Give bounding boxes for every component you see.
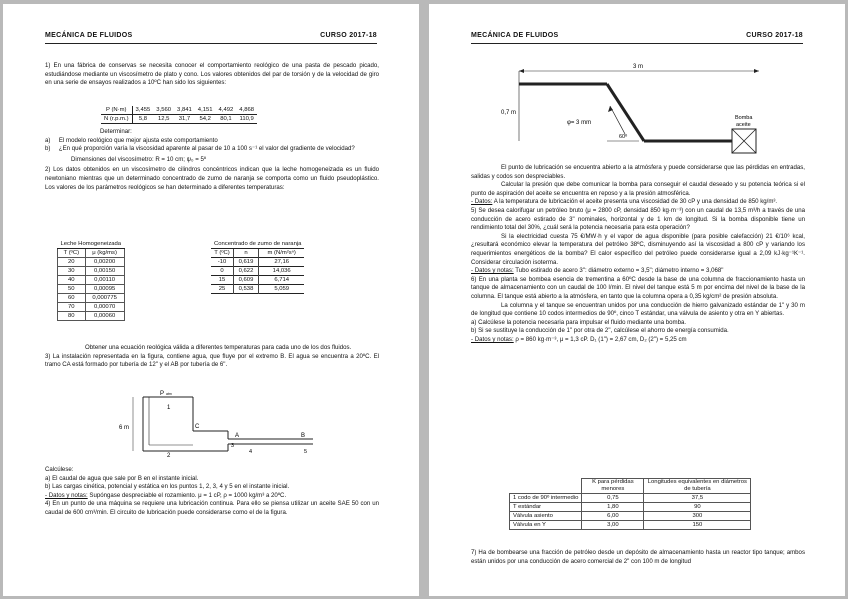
- table-cell: 6,714: [274, 277, 290, 283]
- pipe-incline: [607, 84, 644, 141]
- point-2-label: 2: [167, 453, 171, 459]
- table-row: [510, 494, 751, 503]
- table-cell: 3,00: [582, 521, 644, 530]
- question-b: [45, 145, 379, 154]
- table-row: [58, 258, 125, 267]
- table-cell: -10: [211, 258, 234, 267]
- angle-label: 60º: [619, 134, 628, 140]
- row-header-n: N (r.p.m.): [101, 115, 132, 124]
- table-cell: 31,7: [178, 116, 191, 122]
- table-row: [58, 267, 125, 276]
- table-cell: 60: [58, 294, 86, 303]
- table-cell: 54,2: [199, 116, 211, 122]
- table-cell: 0,00110: [85, 276, 124, 285]
- table-cell: 5,8: [138, 116, 148, 122]
- arrow-left: [519, 69, 524, 73]
- label-p: P: [160, 391, 165, 397]
- table-cell: 25: [211, 285, 234, 294]
- problem-1: [45, 62, 379, 88]
- pump-label: Bomba: [735, 115, 753, 121]
- table-cell: 14,036: [272, 268, 291, 274]
- point-c-label: C: [195, 424, 200, 430]
- orange-juice-table: [211, 240, 304, 294]
- calc-label: Calcúlese:: [45, 466, 74, 473]
- column-header: K para pérdidas menores: [582, 479, 644, 494]
- question-b-letter: b): [45, 145, 51, 153]
- table-row: [58, 294, 125, 303]
- point-4-label: 4: [249, 449, 253, 455]
- page-right: [429, 4, 845, 596]
- problem-6-question-a: a) Calcúlese la potencia necesaria para impulsar el fluido mediante una bomba.: [471, 318, 687, 326]
- table-cell: 0,00060: [85, 312, 124, 321]
- problem-5-text: 5) Se desea calorifugar un petróleo bruto (μ = 2800 cP, densidad 850 kg·m⁻³) con un caudal de 13,5 m³/h a través de una conducción de acero estirado de 3" nominales, horizontal y de 1 km de longitud. Si la bomba disponible tiene un rendimiento total del 30%, ¿cuál será la potencia necesaria para esta operación?: [471, 206, 805, 232]
- column-header: Longitudes equivalentes en diámetros de tubería: [644, 479, 751, 494]
- table-cell: 0,000775: [85, 294, 124, 303]
- data-label: - Datos y notas:: [471, 267, 514, 275]
- empty-header-cell: [510, 479, 582, 494]
- column-header: μ (kg/ms): [85, 249, 124, 258]
- table-row: [58, 285, 125, 294]
- table-cell: 0,00070: [85, 303, 124, 312]
- row-header-p: P (N·m): [101, 106, 132, 115]
- table-cell: 3,455: [135, 107, 151, 113]
- problem-2-text: 2) Los datos obtenidos en un viscosímetro de cilindros concéntricos indican que la leche homogeneizada es un fluido newtoniano mientras que un determinado concentrado de zumo de naranja se comporta como un fluido pseudoplástico. Los valores de los parámetros reológicos se han determinado a diferentes temperaturas:: [45, 166, 379, 191]
- table-cell: 80,1: [220, 116, 232, 122]
- table-cell: 0,538: [234, 285, 259, 294]
- viscometer-dimensions: Dimensiones del viscosímetro: R = 10 cm; ψ₀ = 5º: [71, 155, 207, 163]
- table-row: [58, 240, 125, 249]
- table-cell: 1 codo de 90º intermedio: [510, 494, 582, 503]
- calc-a: a) El caudal de agua que sale por B en el instante inicial.: [45, 474, 199, 482]
- header-rule: [45, 43, 377, 44]
- table-cell: 6,00: [582, 512, 644, 521]
- determinar-label: Determinar:: [100, 128, 132, 135]
- table-row: [58, 249, 125, 258]
- problem-6-data: [471, 336, 805, 345]
- point-1-label: 1: [167, 405, 171, 411]
- table-cell: 50: [58, 285, 86, 294]
- problem-5-data: [471, 267, 805, 276]
- table-cell: 0,609: [234, 276, 259, 285]
- problem-1-questions: [45, 128, 379, 192]
- header-course: CURSO 2017-18: [320, 32, 377, 39]
- table-cell: 0,75: [582, 494, 644, 503]
- problem-7-text: 7) Ha de bombearse una fracción de petróleo desde un depósito de almacenamiento hasta un reactor tipo tanque; ambos están unidos por una conducción de acero comercial de 2" con 100 m de longitud: [471, 549, 805, 565]
- problem-7: [471, 549, 805, 566]
- problem-2b: [45, 344, 379, 370]
- table-cell: 37,5: [644, 494, 751, 503]
- question-a: [45, 137, 379, 146]
- lubrication-figure: [499, 59, 789, 164]
- table-row: [211, 276, 304, 285]
- calc-b: b) Las cargas cinética, potencial y estática en los puntos 1, 2, 3, 4 y 5 en el instante inicial.: [45, 483, 290, 491]
- point-3-label: 3: [231, 443, 235, 449]
- diameter-label: φ= 3 mm: [567, 120, 592, 126]
- table-cell: 150: [644, 521, 751, 530]
- table-cell: 90: [644, 503, 751, 512]
- point-5-label: 5: [304, 449, 308, 455]
- data-text: Tubo estirado de acero 3": diámetro externo = 3,5"; diámetro interno = 3,068": [513, 267, 724, 275]
- problem-6-question-b: b) Si se sustituye la conducción de 1" por otra de 2", calcúlese el ahorro de energía consumida.: [471, 327, 729, 335]
- data-label: - Datos y notas:: [45, 491, 88, 499]
- problem-1-text: 1) En una fábrica de conservas se necesita conocer el comportamiento reológico de una pasta de pescado picado, estudiándose mediante un viscosímetro de plato y cono. Los valores obtenidos del par de torsión y de la velocidad de giro en una serie de ensayos realizados a 10ºC han sido los siguientes:: [45, 62, 379, 87]
- table-cell: 12,5: [157, 116, 170, 122]
- table-row: [58, 303, 125, 312]
- table-cell: 300: [644, 512, 751, 521]
- table-cell: Válvula asiento: [510, 512, 582, 521]
- height-label: 6 m: [119, 425, 130, 431]
- page-left: [3, 4, 419, 596]
- table-cell: 30: [58, 267, 86, 276]
- problem-5b-text: Si la electricidad cuesta 75 €/MW·h y el vapor de agua disponible (para posible calefacción) 21 €/10⁶ kcal, ¿resultará económico elevar la temperatura del petróleo 38ºC, disminuyendo así la viscosidad a 800 cP y variando los requerimientos energéticos de la bomba? El calor específico del petróleo puede considerarse igual a 2,09 kJ·kg⁻¹K⁻¹. Considerar circulación isoterma.: [471, 232, 805, 266]
- table-row: [211, 249, 304, 258]
- label-atm: atm: [166, 392, 172, 396]
- data-label: - Datos y notas:: [471, 335, 514, 343]
- table-row: [211, 267, 304, 276]
- table-cell: 0,00150: [85, 267, 124, 276]
- question-a-letter: a): [45, 136, 51, 144]
- problem-4-continued: [471, 164, 805, 344]
- point-a-label: A: [235, 433, 240, 439]
- table-cell: 0: [211, 267, 234, 276]
- milk-table-title: Leche Homogeneizada: [58, 240, 125, 249]
- table-cell: 40: [58, 276, 86, 285]
- oil-label: aceite: [736, 122, 751, 128]
- problem-4-text-b: Calcular la presión que debe comunicar la bomba para conseguir el caudal deseado y su potencia teórica si el punto de aspiración del aceite se encuentra en reposo y a la presión atmosférica.: [471, 181, 805, 197]
- table-cell: 3,841: [177, 107, 192, 113]
- header-title: MECÁNICA DE FLUIDOS: [471, 32, 559, 39]
- problem-4-data: [471, 198, 805, 207]
- table-row: [101, 106, 257, 115]
- table-cell: 0,00095: [85, 285, 124, 294]
- table-row: [510, 503, 751, 512]
- table-cell: 0,00200: [85, 258, 124, 267]
- table-cell: 70: [58, 303, 86, 312]
- table-cell: 110,9: [239, 116, 254, 122]
- table-row: [211, 258, 304, 267]
- torque-table: [101, 106, 257, 124]
- column-header: T (ºC): [211, 249, 234, 258]
- table-row: [58, 276, 125, 285]
- table-cell: 4,868: [239, 107, 255, 113]
- problem-2b-text: Obtener una ecuación reológica válida a diferentes temperaturas para cada uno de los dos fluidos.: [85, 344, 352, 351]
- header-title: MECÁNICA DE FLUIDOS: [45, 32, 133, 39]
- table-cell: 0,619: [234, 258, 259, 267]
- question-b-text: ¿En qué proporción varía la viscosidad aparente al pasar de 10 a 100 s⁻¹ el valor del gradiente de velocidad?: [58, 145, 355, 153]
- table-cell: T estándar: [510, 503, 582, 512]
- data-text: ρ = 860 kg·m⁻³, μ = 1,3 cP. D₁ (1") = 2,67 cm, D₂ (2") = 5,25 cm: [513, 335, 687, 343]
- flow-arrowhead: [608, 106, 613, 112]
- table-row: [211, 285, 304, 294]
- table-row: [510, 521, 751, 530]
- problem-6b-text: La columna y el tanque se encuentran unidos por una conducción de hierro galvanizado estándar de 1" y 30 m de longitud que contiene 10 codos intermedios de 90º, cinco T estándar, una válvula de asiento y otra en Y abiertas.: [471, 301, 805, 318]
- problem-6-text: 6) En una planta se bombea esencia de trementina a 60ºC desde la base de una columna de fraccionamiento hasta un tanque de almacenamiento con un caudal de 100 l/min. El nivel del tanque está 5 m por encima del nivel de la base de la columna. El tanque está abierto a la atmósfera, en tanto que la columna opera a 0,35 kg/cm² de presión absoluta.: [471, 275, 805, 300]
- problem-3-data: [45, 492, 379, 501]
- problem-4-text: 4) En un punto de una máquina se requiere una lubricación continua. Para ello se piensa utilizar un aceite SAE 50 con un caudal de 600 cm³/min. El circuito de lubricación puede considerarse como el de la figura.: [45, 500, 379, 516]
- table-row: [211, 240, 304, 249]
- juice-table-title: Concentrado de zumo de naranja: [211, 240, 304, 249]
- data-text: Supóngase despreciable el rozamiento. μ = 1 cP, ρ = 1000 kg/m³ a 20ºC.: [87, 491, 287, 499]
- table-cell: 4,151: [197, 107, 213, 113]
- table-cell: 5,059: [274, 286, 290, 292]
- column-header: m (N/m²sⁿ): [267, 250, 296, 256]
- header-course: CURSO 2017-18: [746, 32, 803, 39]
- table-cell: 3,560: [156, 107, 172, 113]
- table-cell: 20: [58, 258, 86, 267]
- distance-label: 3 m: [633, 64, 644, 70]
- table-row: [58, 312, 125, 321]
- table-cell: 15: [211, 276, 234, 285]
- arrow-right: [754, 69, 759, 73]
- column-header: n: [234, 249, 259, 258]
- problem-4-text-a: El punto de lubricación se encuentra abierto a la atmósfera y puede considerarse que las pérdidas en entradas, salidas y codos son despreciables.: [471, 164, 805, 180]
- table-row: [510, 512, 751, 521]
- question-a-text: El modelo reológico que mejor ajusta este comportamiento: [58, 136, 218, 144]
- point-b-label: B: [301, 433, 306, 439]
- problem-3-text: 3) La instalación representada en la figura, contiene agua, que fluye por el extremo B. El agua se encuentra a 20ºC. El tramo CA está formado por tubería de 12" y el AB por tubería de 6".: [45, 352, 379, 369]
- data-text: A la temperatura de lubricación el aceite presenta una viscosidad de 30 cP y una densidad de 850 kg/m³.: [492, 198, 778, 206]
- header-rule: [471, 43, 803, 44]
- table-row: [510, 479, 751, 494]
- table-cell: 4,492: [218, 107, 234, 113]
- problem-3-calc: [45, 466, 379, 518]
- milk-table: [57, 240, 125, 321]
- losses-table: [509, 478, 751, 530]
- table-cell: 27,16: [274, 259, 290, 265]
- data-label: - Datos:: [471, 198, 493, 206]
- table-cell: 80: [58, 312, 86, 321]
- height-label: 0,7 m: [501, 110, 517, 116]
- tank-figure: [113, 389, 323, 459]
- table-cell: 0,622: [234, 267, 259, 276]
- column-header: T (ºC): [58, 249, 86, 258]
- table-cell: Válvula en Y: [510, 521, 582, 530]
- table-cell: 1,80: [582, 503, 644, 512]
- table-row: [101, 115, 257, 124]
